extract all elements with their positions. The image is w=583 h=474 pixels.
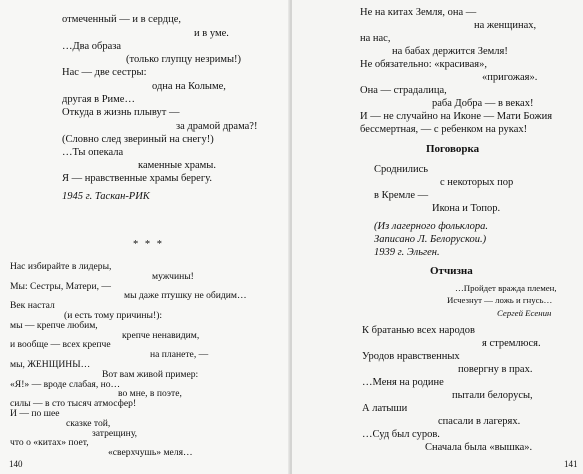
poem-line: отмеченный — и в сердце, [62,14,181,25]
source-note: 1939 г. Эльген. [374,247,440,258]
poem-line: одна на Колыме, [152,81,226,92]
section-title: Отчизна [430,265,473,277]
page-number: 140 [9,459,23,469]
poem-line: спасали в лагерях. [438,416,521,427]
poem-line: пытали белорусы, [452,390,533,401]
poem-line: и в уме. [194,28,229,39]
poem-line: …Суд был суров. [362,429,440,440]
poem-line: …Два образа [62,41,122,52]
poem-line: «пригожая». [482,72,538,83]
poem-line: во мне, в поэте, [118,388,182,400]
section-separator: * * * [133,239,164,250]
poem-line: раба Добра — в веках! [432,98,534,109]
poem-line: Нас — две сестры: [62,67,147,78]
poem-line: сказке той, [66,417,111,429]
epigraph-line: …Пройдет вражда племен, [455,283,557,293]
poem-line: на женщинах, [474,20,537,31]
poem-line: мы даже птушку не обидим… [124,290,247,302]
poem-line: за драмой драма?! [176,121,258,132]
poem-line: что о «китах» поет, [10,437,89,449]
poem-line: силы — в сто тысяч атмосфер! [10,398,137,410]
epigraph-author: Сергей Есенин [497,308,552,318]
poem-line: на бабах держится Земля! [392,46,508,57]
poem-line: бессмертная, — с ребенком на руках! [360,124,528,135]
poem-line: крепче ненавидим, [122,329,200,341]
poem-line: Она — страдалица, [360,85,447,96]
poem-line: «Я!» — вроде слабая, но… [10,378,121,390]
section-title: Поговорка [426,143,480,155]
poem-line: Не обязательно: «красивая», [360,59,487,70]
poem-line: Сроднились [374,164,429,175]
poem-line: я стремлюся. [482,338,541,349]
poem-line: К братанью всех народов [362,325,475,336]
poem-line: каменные храмы. [138,160,216,171]
poem-line: на планете, — [150,349,209,361]
poem-line: затрещину, [92,427,138,439]
poem-line: Мы: Сестры, Матери, — [10,280,111,292]
poem-line: (только глупцу незримы!) [126,54,242,65]
poem-line: Я — нравственные храмы берегу. [62,173,212,184]
left-page [0,0,290,474]
poem-line: на нас, [360,33,391,44]
poem-line: Вот вам живой пример: [102,368,199,380]
right-page [292,0,583,474]
poem-line: И — по шее [10,408,60,419]
poem-line: …Ты опекала [62,147,124,158]
poem-line: Век настал [10,300,55,312]
source-note: (Из лагерного фольклора. [374,221,489,232]
poem-line: мы — крепче любим, [10,319,98,331]
poem-line: И — не случайно на Иконе — Мати Божия [360,111,553,122]
poem-line: мужчины! [152,270,194,282]
poem-line: …Меня на родине [362,377,444,388]
poem-line: Уродов нравственных [362,351,460,362]
poem-line: повергну в прах. [458,364,533,375]
poem-line: с некоторых пор [440,177,514,188]
poem-line: мы, ЖЕНЩИНЫ… [10,359,91,370]
poem-line: и вообще — всех крепче [10,339,111,351]
page-number: 141 [564,459,578,469]
poem-line: другая в Риме… [62,94,135,105]
epigraph-line: Исчезнут — ложь и гнусь… [447,295,553,305]
source-note: Записано Л. Белорускои.) [374,234,487,245]
poem-line: Не на китах Земля, она — [360,7,477,18]
poem-line: Нас избирайте в лидеры, [10,261,112,272]
poem-line: Икона и Топор. [432,203,501,214]
poem-date: 1945 г. Таскан-РИК [62,191,150,202]
poem-line: (Словно след звериный на снегу!) [62,134,214,145]
poem-line: Сначала была «вышка». [425,442,533,453]
poem-line: (и есть тому причины!): [64,310,163,321]
poem-line: А латыши [362,403,408,414]
poem-line: Откуда в жизнь плывут — [62,107,180,118]
poem-line: «сверхчушь» меля… [108,447,193,459]
poem-line: в Кремле — [374,190,429,201]
